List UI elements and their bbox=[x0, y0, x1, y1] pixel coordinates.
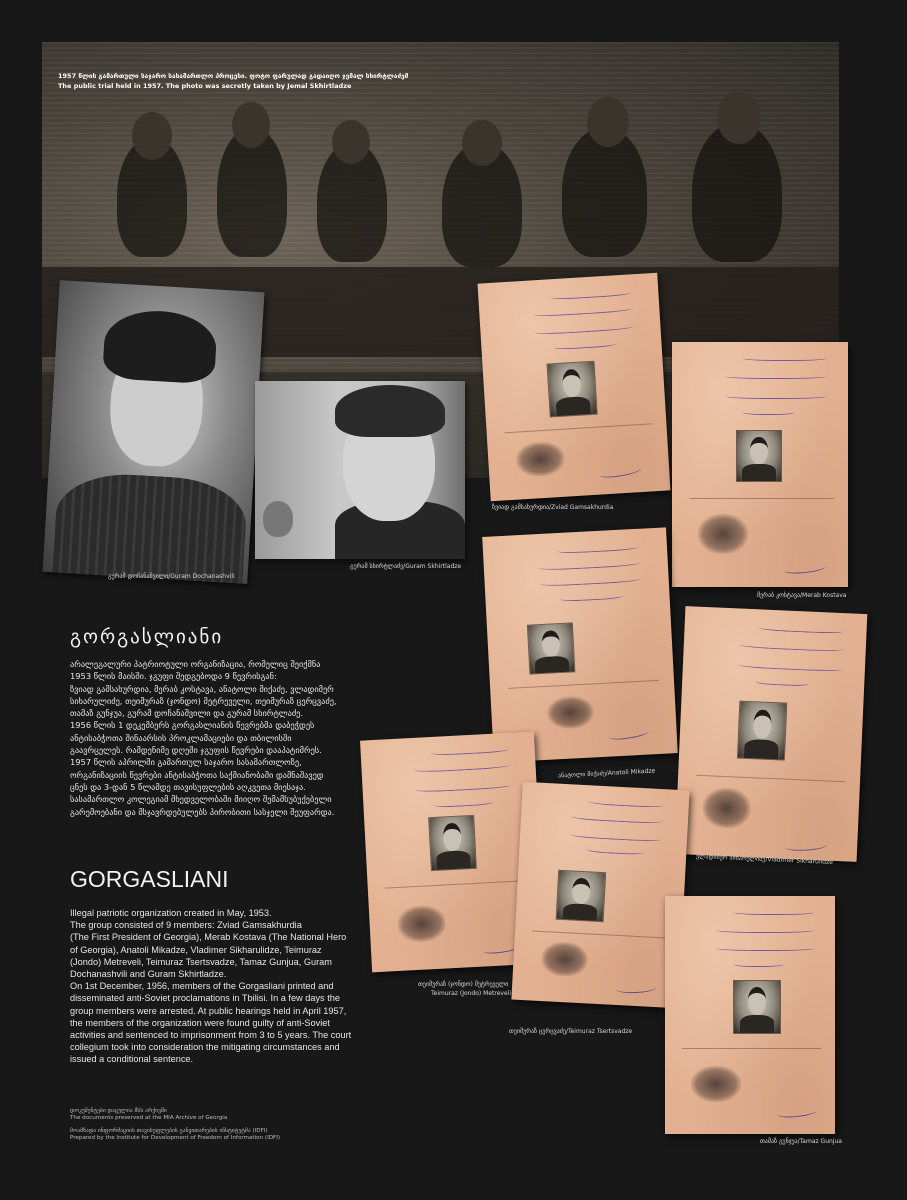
document-card bbox=[672, 342, 848, 587]
document-card bbox=[482, 527, 678, 762]
title-georgian: გორგასლიანი bbox=[70, 626, 224, 648]
document-card bbox=[478, 273, 671, 502]
footer-archive-en: The documents preserved at the MIA Archive of Georgia bbox=[70, 1115, 228, 1121]
document-caption: თამაზ გუნჯუა/Tamaz Gunjua bbox=[760, 1138, 842, 1145]
document-caption: ანატოლი მიქაძე/Anatoli Mikadze bbox=[557, 767, 656, 780]
portrait-guram-skhirtladze bbox=[255, 381, 465, 559]
body-english: Illegal patriotic organization created in May, 1953. The group consisted of 9 members: Zviad Gamsakhurdia (The First President of Georgia), Merab Kostava (The National Hero of Georgia), Anatoli Mikadze, Vladimer Sikharulidze, Teimuraz (Jondo) Metreveli, Teimuraz Tsertsvadze, Tamaz Gunjua, Guram Dochanashvili and Guram Skhirtladze. On 1st December, 1956, members of the Gorgasliani printed and disseminated anti-Soviet proclamations in Tbilisi. In a few days the group members were arrested. At public hearings held in April 1957, the members of the organization were found guilty of anti-Soviet activities and sentenced to imprisonment from 3 to 5 years. The court collegium took into consideration the mitigating circumstances and issued a conditional sentence. bbox=[70, 908, 352, 1065]
portrait-caption: გურამ დოჩანაშვილი/Guram Dochanashvili bbox=[108, 573, 235, 580]
body-georgian: არალეგალური პატრიოტული ორგანიზაცია, რომელიც შეიქმნა 1953 წლის მაისში. ჯგუფი შედგებოდა 9 წევრისგან: ზვიად გამსახურდია, მერაბ კოსტავა, ანატოლი მიქაძე, ვლადიმერ სიხარულიძე, თეიმურაზ (ჯონდო) მეტრეველი, თეიმურაზ ცერცვაძე, თამაზ გუნჯუა, გურამ დოჩანაშვილი და გურამ სხირტლაძე. 1956 წლის 1 დეკემბერს გორგასლიანის წევრებმა დაბეჭდეს ანტისაბჭოთა შინაარსის პროკლამაციები და თბილისში გაავრცელეს. რამდენიმე დღეში ჯგუფის წევრები დააპატიმრეს. 1957 წლის აპრილში გამართულ საჯარო სასამართლოზე, ორგანიზაციის წევრები ანტისაბჭოთა საქმიანობაში დამნაშავედ ცნეს და 3-დან 5 წლამდე თავისუფლების აღკვეთა მიესაჯა. სასამართლო კოლეგიამ მხედველობაში მიიღო შემამსუბუქებელი გარემოებანი და მსჯავრდებულებს პირობითი სასჯელი შეუფარდა. bbox=[70, 659, 337, 817]
title-english: GORGASLIANI bbox=[70, 866, 229, 892]
document-card bbox=[665, 896, 835, 1134]
document-caption: თეიმურაზ (ჯონდო) მეტრეველი bbox=[418, 981, 509, 988]
footer-archive-ka: დოკუმენტები დაცულია შსს არქივში bbox=[70, 1108, 167, 1114]
banner-caption-ka: 1957 წლის გამართული საჯარო სასამართლო პროცესი. ფოტო ფარულად გადაიღო ჯემალ სხირტლაძემ bbox=[58, 72, 409, 80]
document-caption: ზვიად გამსახურდია/Zviad Gamsakhurdia bbox=[492, 504, 614, 511]
footer-prepared-ka: მოამზადა ინფორმაციის თავისუფლების განვითარების ინსტიტუტმა (IDFI) bbox=[70, 1128, 268, 1134]
portrait-guram-dochanashvili bbox=[43, 280, 265, 584]
document-caption: მერაბ კოსტავა/Merab Kostava bbox=[757, 592, 847, 599]
portrait-caption: გურამ სხირტლაძე/Guram Skhirtladze bbox=[350, 563, 462, 570]
footer-prepared-en: Prepared by the Institute for Development of Freedom of Information (IDFI) bbox=[70, 1135, 281, 1141]
document-caption: Teimuraz (Jondo) Metreveli bbox=[431, 990, 511, 997]
banner-caption-en: The public trial held in 1957. The photo was secretly taken by Jemal Skhirtladze bbox=[58, 82, 352, 90]
document-caption: თეიმურაზ ცერცვაძე/Teimuraz Tsertsvadze bbox=[509, 1028, 633, 1035]
document-caption: ვლადიმერ სიხარულიძე/Vladimer Sikharulidze bbox=[695, 853, 834, 866]
document-card bbox=[675, 606, 868, 862]
document-card bbox=[511, 782, 689, 1008]
